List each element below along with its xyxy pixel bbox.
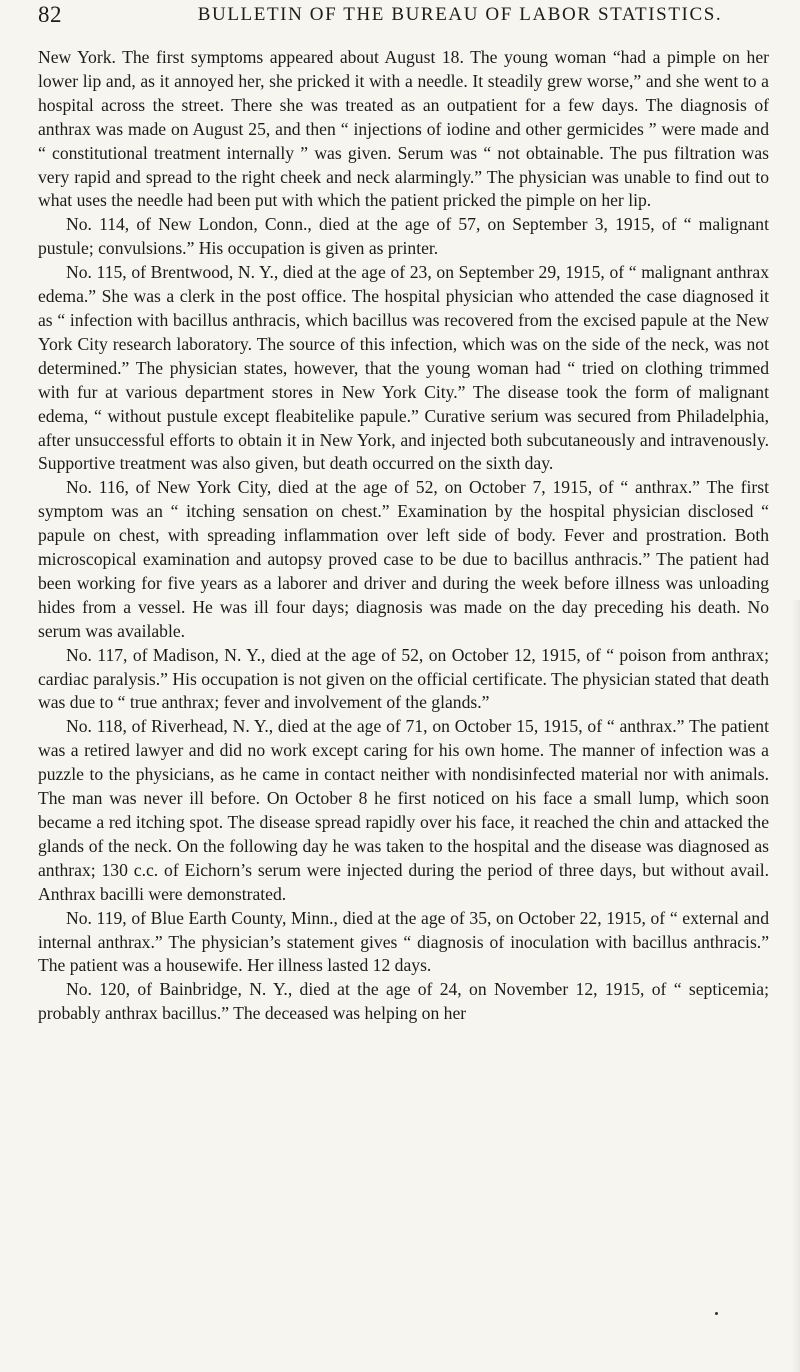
page-header	[38, 2, 762, 30]
paragraph-case-119: No. 119, of Blue Earth County, Minn., died at the age of 35, on October 22, 1915, of “ external and internal anthrax.” The physician’s statement gives “ diagnosis of inoculation with bacillus anthracis.” The patient was a housewife. Her illness lasted 12 days.	[38, 907, 769, 976]
paragraph-case-118: No. 118, of Riverhead, N. Y., died at the age of 71, on October 15, 1915, of “ anthrax.” The patient was a retired lawyer and did no work except caring for his own home. The manner of infection was a puzzle to the physicians, as he came in contact neither with nondisinfected material nor with animals. The man was never ill before. On October 8 he first noticed on his face a small lump, which soon became a red itching spot. The disease spread rapidly over his face, it reached the chin and attacked the glands of the neck. On the following day he was taken to the hospital and the disease was diagnosed as anthrax; 130 c.c. of Eichorn’s serum were injected during the period of three days, but without avail. Anthrax bacilli were demonstrated.	[38, 716, 769, 904]
page-number: 82	[38, 2, 62, 27]
paragraph-case-113-continued: New York. The first symptoms appeared about August 18. The young woman “had a pimple on her lower lip and, as it annoyed her, she pricked it with a needle. It steadily grew worse,” and she went to a hospital across the street. There she was treated as an outpatient for a few days. The diagnosis of anthrax was made on August 25, and then “ injections of iodine and other germicides ” were made and “ constitutional treatment internally ” was given. Serum was “ not obtainable. The pus filtration was very rapid and spread to the right cheek and neck alarmingly.” The physician was unable to find out to what uses the needle had been put with which the patient pricked the pimple on her lip.	[38, 47, 769, 211]
body-text	[38, 46, 769, 1026]
paragraph-case-115: No. 115, of Brentwood, N. Y., died at the age of 23, on September 29, 1915, of “ malignant anthrax edema.” She was a clerk in the post office. The hospital physician who attended the case diagnosed it as “ infection with bacillus anthracis, which bacillus was recovered from the excised papule at the New York City research laboratory. The source of this infection, which was on the side of the neck, was not determined.” The physician states, however, that the young woman had “ tried on clothing trimmed with fur at various department stores in New York City.” The disease took the form of malignant edema, “ without pustule except fleabitelike papule.” Curative serium was secured from Philadelphia, after unsuccessful efforts to obtain it in New York, and injected both subcutaneously and intravenously. Supportive treatment was also given, but death occurred on the sixth day.	[38, 262, 769, 474]
paragraph-case-116: No. 116, of New York City, died at the age of 52, on October 7, 1915, of “ anthrax.” The first symptom was an “ itching sensation on chest.” Examination by the hospital physician disclosed “ papule on chest, with spreading inflammation over left side of body. Fever and prostration. Both microscopical examination and autopsy proved case to be due to bacillus anthracis.” The patient had been working for five years as a laborer and driver and during the week before illness was unloading hides from a vessel. He was ill four days; diagnosis was made on the day preceding his death. No serum was available.	[38, 477, 769, 641]
page-edge-shadow	[792, 600, 800, 1372]
paragraph-case-117: No. 117, of Madison, N. Y., died at the age of 52, on October 12, 1915, of “ poison from anthrax; cardiac paralysis.” His occupation is not given on the official certificate. The physician stated that death was due to “ true anthrax; fever and involvement of the glands.”	[38, 644, 769, 713]
paragraph-case-120: No. 120, of Bainbridge, N. Y., died at the age of 24, on November 12, 1915, of “ septicemia; probably anthrax bacillus.” The deceased was helping on her	[38, 979, 769, 1024]
print-speck	[715, 1312, 718, 1315]
paragraph-case-114: No. 114, of New London, Conn., died at the age of 57, on September 3, 1915, of “ malignant pustule; convulsions.” His occupation is given as printer.	[38, 214, 769, 259]
running-title: BULLETIN OF THE BUREAU OF LABOR STATISTICS.	[197, 4, 723, 25]
